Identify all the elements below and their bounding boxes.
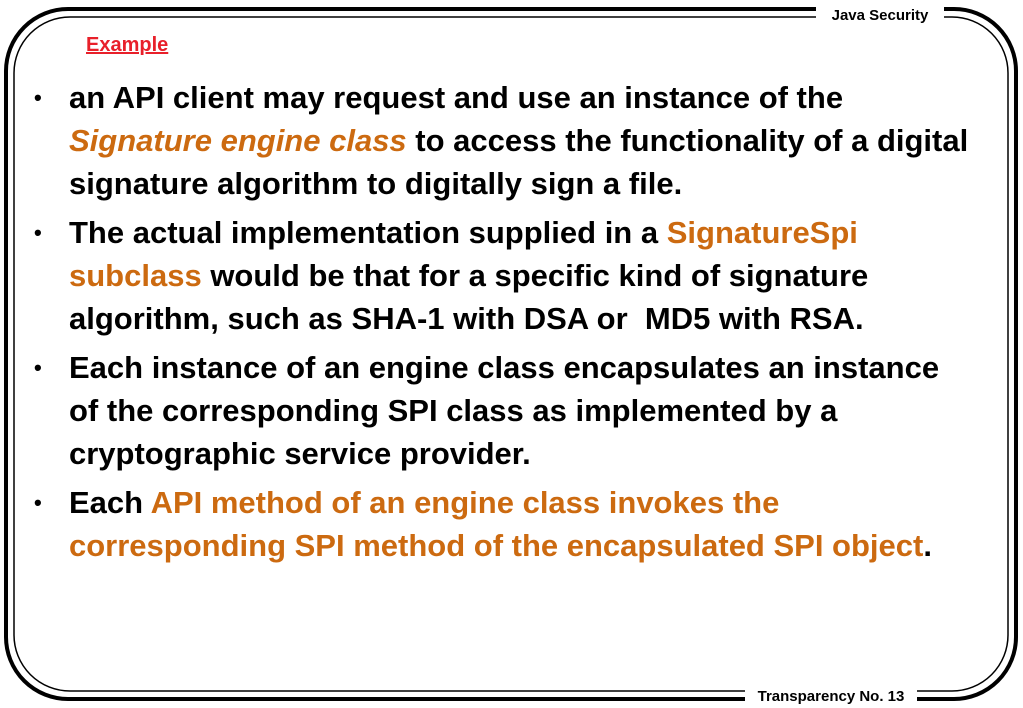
- bullet-highlight: SignatureSpi subclass: [69, 215, 867, 293]
- bullet-icon: •: [34, 355, 42, 380]
- bullet-item: [34, 211, 974, 340]
- bullet-list: [34, 76, 977, 573]
- bullet-icon: •: [34, 490, 42, 515]
- bullet-item: [34, 76, 977, 205]
- bullet-text: would be that for a specific kind of signature algorithm, such as SHA-1 with DSA or MD5 with RSA.: [69, 258, 877, 336]
- bullet-icon: •: [34, 85, 42, 110]
- bullet-item: [34, 481, 974, 567]
- slide-title: Example: [86, 34, 169, 56]
- bullet-text: .: [923, 528, 932, 563]
- bullet-highlight: API method of an engine class invokes the corresponding SPI method of the encapsulated SPI object: [69, 485, 924, 563]
- header-label: Java Security: [816, 6, 944, 26]
- bullet-text: Each: [69, 485, 151, 520]
- bullet-text: The actual implementation supplied in a: [69, 215, 667, 250]
- bullet-icon: •: [34, 220, 42, 245]
- bullet-text: to access the functionality of a digital signature algorithm to digitally sign a file.: [69, 123, 977, 201]
- bullet-text: Each instance of an engine class encapsulates an instance of the corresponding SPI class as implemented by a cryptographic service provider.: [69, 350, 948, 471]
- footer-label: Transparency No. 13: [745, 687, 917, 707]
- bullet-item: [34, 346, 974, 475]
- bullet-highlight: Signature engine class: [69, 123, 407, 158]
- bullet-text: an API client may request and use an instance of the: [69, 80, 852, 115]
